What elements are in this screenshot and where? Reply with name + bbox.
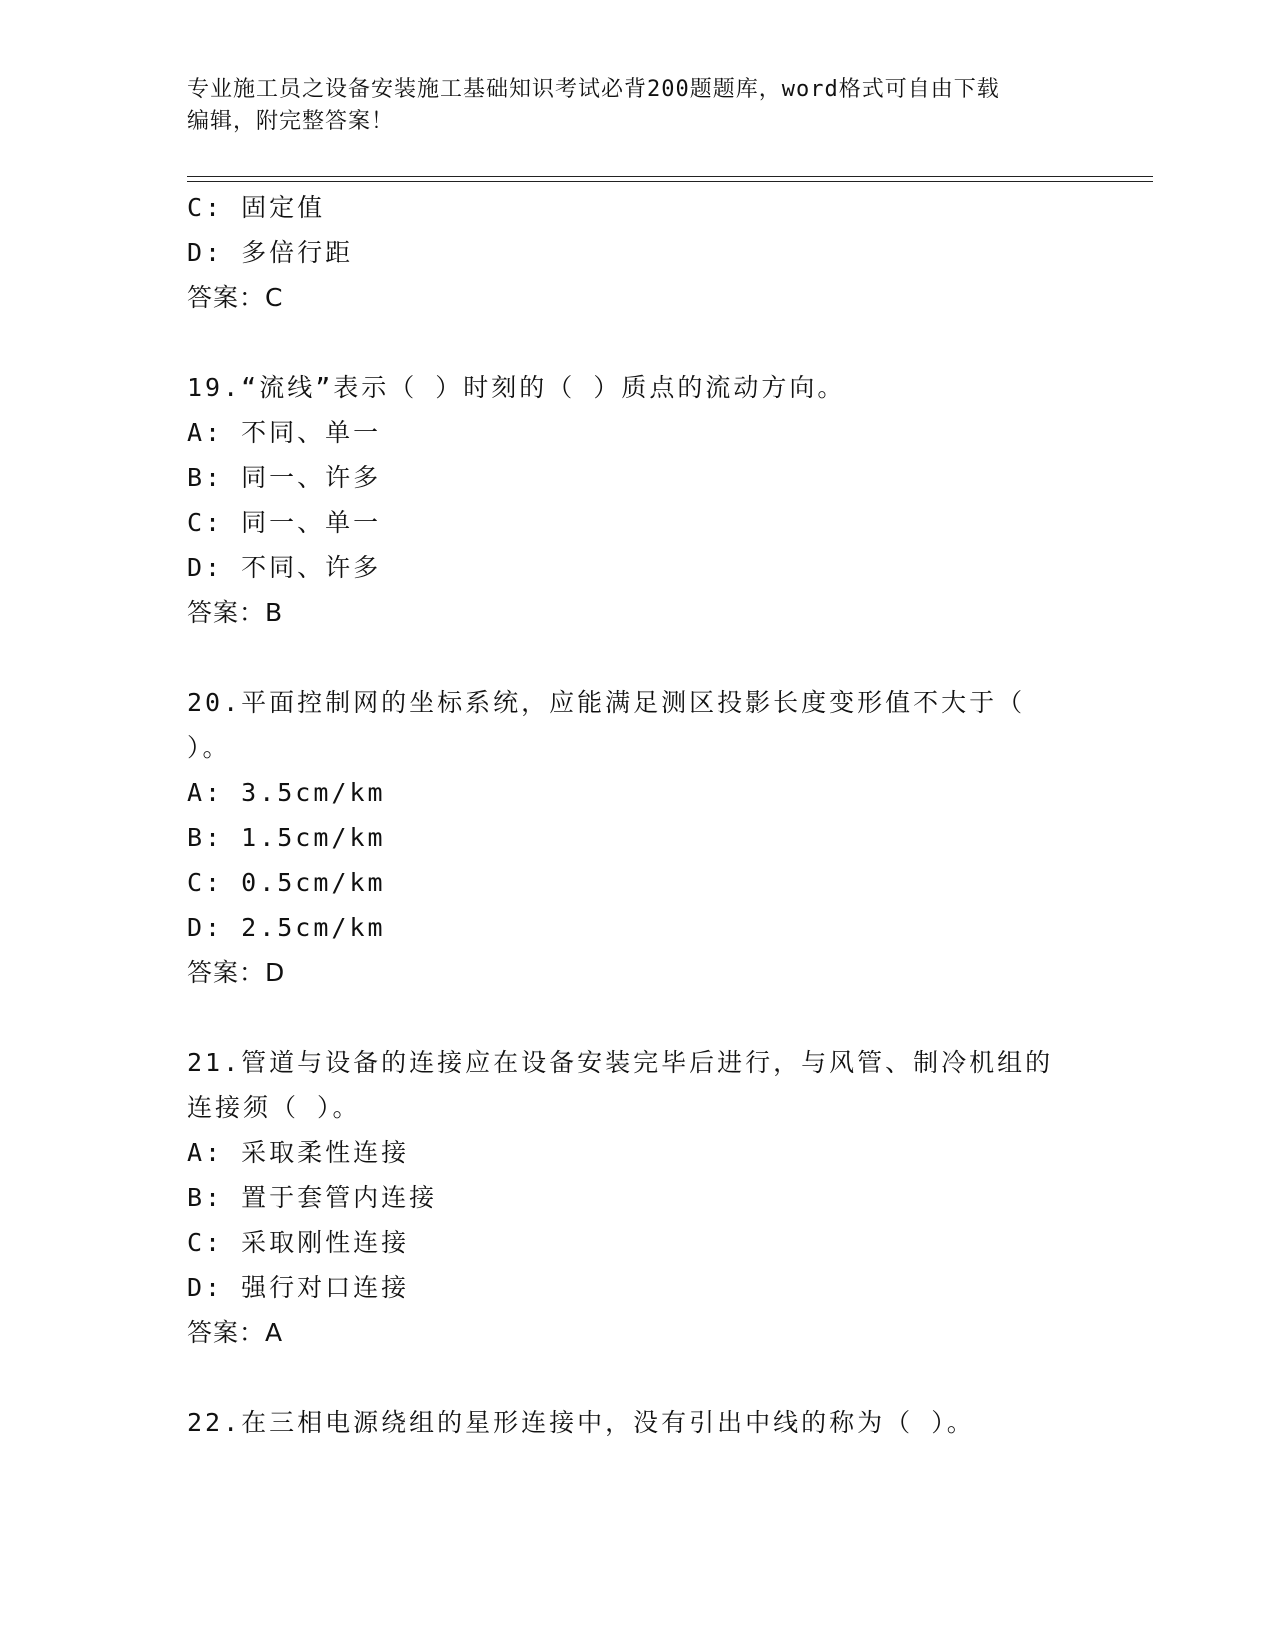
header-divider-top [187, 176, 1153, 177]
answer-line: 答案：D [187, 958, 286, 987]
option-line: B: 同一、许多 [187, 463, 382, 492]
header-line-1: 专业施工员之设备安装施工基础知识考试必背200题题库，word格式可自由下载 [187, 77, 1000, 102]
option-line: A: 不同、单一 [187, 418, 382, 447]
option-line: B: 置于套管内连接 [187, 1183, 438, 1212]
question-line: 19.“流线”表示（ ）时刻的（ ）质点的流动方向。 [187, 373, 846, 402]
question-line: 连接须（ ）。 [187, 1093, 361, 1122]
option-line: D: 2.5cm/km [187, 913, 386, 942]
option-line: B: 1.5cm/km [187, 823, 386, 852]
answer-line: 答案：C [187, 283, 284, 312]
option-line: C: 0.5cm/km [187, 868, 386, 897]
question-line: 20.平面控制网的坐标系统，应能满足测区投影长度变形值不大于（ [187, 688, 1026, 717]
header-line-2: 编辑，附完整答案！ [187, 109, 395, 134]
option-line: C: 同一、单一 [187, 508, 382, 537]
option-line: D: 多倍行距 [187, 238, 354, 267]
option-line: C: 固定值 [187, 193, 326, 222]
question-line: 21.管道与设备的连接应在设备安装完毕后进行，与风管、制冷机组的 [187, 1048, 1054, 1077]
option-line: D: 不同、许多 [187, 553, 382, 582]
option-line: C: 采取刚性连接 [187, 1228, 410, 1257]
document-header [187, 74, 1087, 138]
question-line: 22.在三相电源绕组的星形连接中，没有引出中线的称为（ ）。 [187, 1408, 975, 1437]
answer-line: 答案：B [187, 598, 284, 627]
option-line: D: 强行对口连接 [187, 1273, 410, 1302]
option-line: A: 3.5cm/km [187, 778, 386, 807]
answer-line: 答案：A [187, 1318, 284, 1347]
option-line: A: 采取柔性连接 [187, 1138, 410, 1167]
question-line: ）。 [187, 733, 231, 762]
header-divider-bottom [187, 181, 1153, 182]
